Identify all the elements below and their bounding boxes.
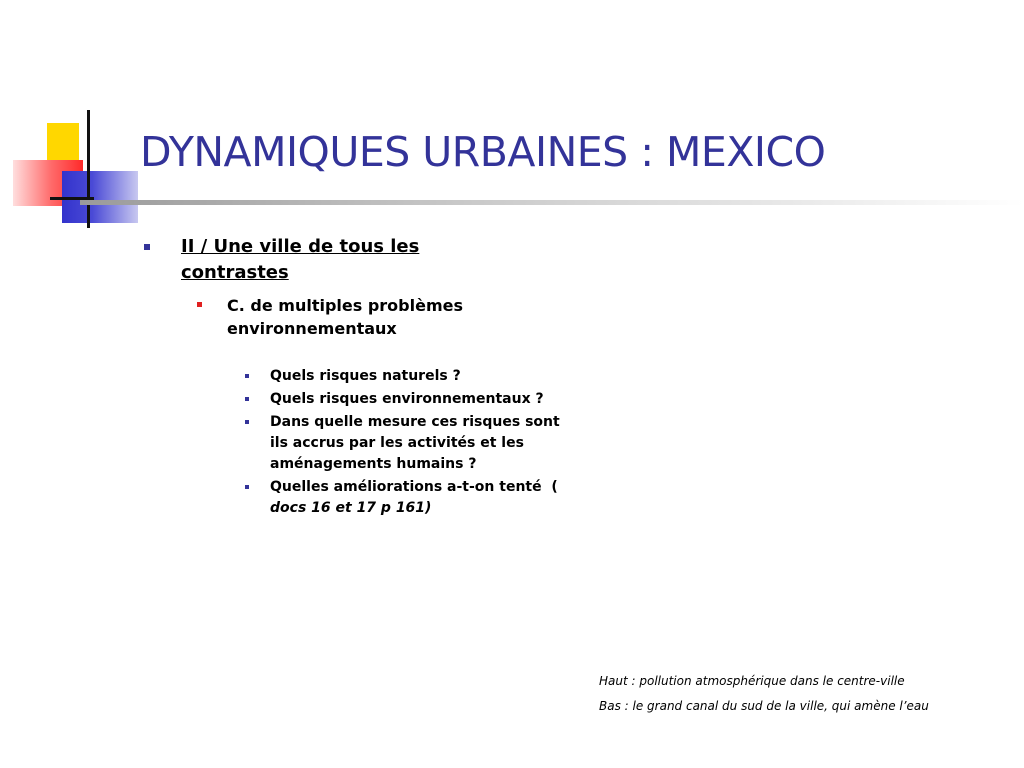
question-text: Quels risques naturels ? — [270, 368, 461, 384]
list-item — [270, 477, 570, 519]
title-underline-rule — [80, 200, 1024, 205]
question-text: Quels risques environnementaux ? — [270, 391, 544, 407]
question-text: Quelles améliorations a-t-on tenté ( — [270, 479, 563, 495]
slide-title: DYNAMIQUES URBAINES : MEXICO — [140, 128, 826, 176]
square-bullet-icon — [144, 244, 150, 250]
caption-top: Haut : pollution atmosphérique dans le centre-ville — [599, 674, 905, 688]
subheading-text: C. de multiples problèmes environnementaux — [227, 296, 463, 338]
subheading-item — [227, 294, 527, 340]
caption-bottom: Bas : le grand canal du sud de la ville, qui amène l’eau — [599, 699, 929, 713]
square-bullet-icon — [245, 374, 249, 378]
list-item — [270, 389, 570, 410]
vertical-line — [87, 110, 90, 228]
heading-text: II / Une ville de tous les contrastes — [181, 236, 420, 283]
yellow-square — [47, 123, 79, 165]
document-reference: docs 16 et 17 p 161) — [270, 500, 432, 516]
list-item — [270, 412, 570, 475]
square-bullet-icon — [245, 420, 249, 424]
square-bullet-icon — [197, 302, 202, 307]
square-bullet-icon — [245, 485, 249, 489]
heading-item — [143, 234, 481, 286]
list-item — [270, 366, 570, 387]
slide-content — [143, 234, 570, 521]
questions-list — [270, 366, 570, 519]
square-bullet-icon — [245, 397, 249, 401]
question-text: Dans quelle mesure ces risques sont ils accrus par les activités et les aménagements humains ? — [270, 414, 560, 472]
